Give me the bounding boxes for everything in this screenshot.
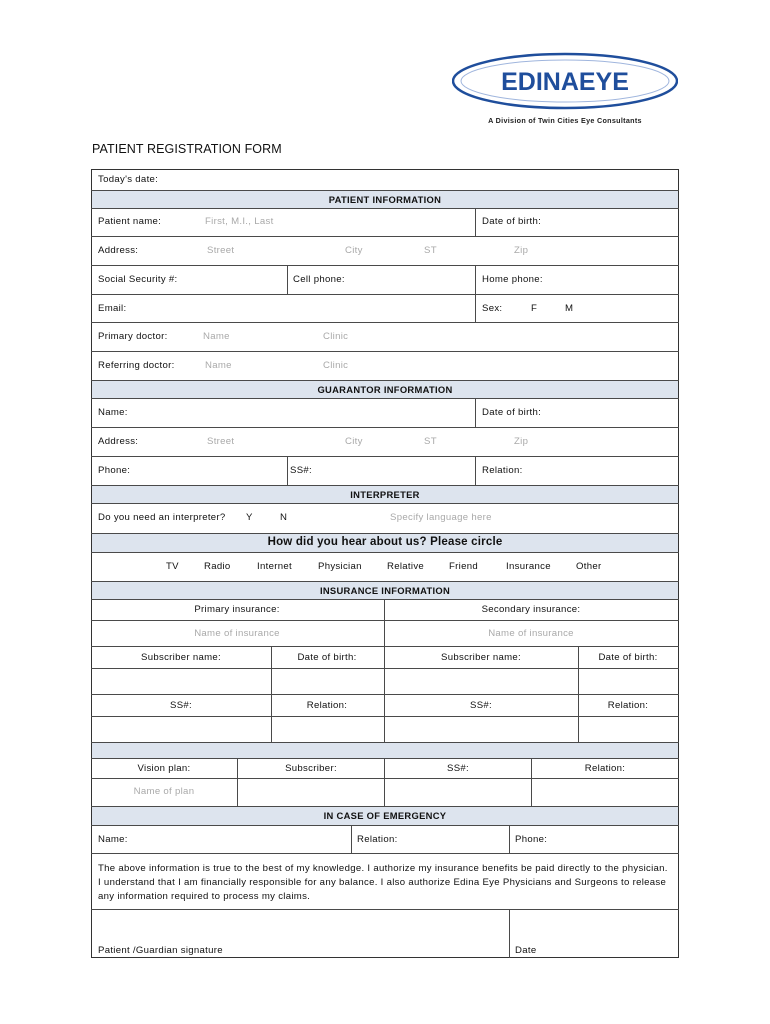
referral-option-radio[interactable]: Radio: [204, 561, 231, 572]
guarantor-state-field[interactable]: ST: [424, 436, 437, 447]
referral-option-friend[interactable]: Friend: [449, 561, 478, 572]
primary-doctor-name-field[interactable]: Name: [203, 331, 230, 342]
interpreter-question: Do you need an interpreter?: [98, 512, 226, 523]
patient-state-field[interactable]: ST: [424, 245, 437, 256]
cell-phone-label: Cell phone:: [293, 274, 345, 285]
ssn-label: Social Security #:: [98, 274, 178, 285]
logo-brand-text: EDINAEYE: [501, 68, 629, 96]
secondary-insurance-name-field[interactable]: Name of insurance: [488, 628, 574, 639]
vision-subscriber-label: Subscriber:: [285, 763, 337, 774]
vision-ss-label: SS#:: [447, 763, 469, 774]
primary-subscriber-name-label: Subscriber name:: [141, 652, 221, 663]
secondary-subscriber-dob-label: Date of birth:: [598, 652, 658, 663]
vision-plan-name-field[interactable]: Name of plan: [133, 786, 195, 797]
sex-option-f[interactable]: F: [531, 303, 538, 314]
signature-label: Patient /Guardian signature: [98, 945, 223, 956]
patient-city-field[interactable]: City: [345, 245, 363, 256]
referral-option-internet[interactable]: Internet: [257, 561, 292, 572]
vision-relation-label: Relation:: [584, 763, 626, 774]
interpreter-language-field[interactable]: Specify language here: [390, 512, 492, 523]
secondary-insurance-label: Secondary insurance:: [481, 604, 581, 615]
signature-date-label: Date: [515, 945, 537, 956]
guarantor-name-label: Name:: [98, 407, 128, 418]
emergency-phone-label: Phone:: [515, 834, 548, 845]
secondary-subscriber-relation-label: Relation:: [607, 700, 649, 711]
primary-subscriber-dob-label: Date of birth:: [297, 652, 357, 663]
referral-header: How did you hear about us? Please circle: [267, 536, 503, 548]
home-phone-label: Home phone:: [482, 274, 543, 285]
primary-doctor-label: Primary doctor:: [98, 331, 168, 342]
sex-label: Sex:: [482, 303, 503, 314]
guarantor-ss-label: SS#:: [290, 465, 312, 476]
referral-option-insurance[interactable]: Insurance: [506, 561, 551, 572]
secondary-subscriber-name-label: Subscriber name:: [441, 652, 521, 663]
guarantor-header: GUARANTOR INFORMATION: [317, 384, 453, 395]
guarantor-phone-label: Phone:: [98, 465, 131, 476]
patient-name-field[interactable]: First, M.I., Last: [205, 216, 274, 227]
authorization-statement: The above information is true to the best of my knowledge. I authorize my insurance benefits be paid directly to the physician. I understand that I am financially responsible for any balance. I also authorize Edina Eye Physicians and Surgeons to release any information required to process my claims.: [98, 863, 668, 902]
interpreter-no-option[interactable]: N: [280, 512, 288, 523]
form-title: PATIENT REGISTRATION FORM: [92, 142, 282, 156]
primary-insurance-label: Primary insurance:: [194, 604, 280, 615]
emergency-relation-label: Relation:: [357, 834, 398, 845]
guarantor-address-label: Address:: [98, 436, 139, 447]
patient-info-header: PATIENT INFORMATION: [328, 194, 442, 205]
guarantor-relation-label: Relation:: [482, 465, 523, 476]
logo-tagline-text: A Division of Twin Cities Eye Consultants: [488, 116, 642, 125]
guarantor-dob-label: Date of birth:: [482, 407, 542, 418]
interpreter-yes-option[interactable]: Y: [246, 512, 253, 523]
primary-subscriber-ss-label: SS#:: [170, 700, 192, 711]
referral-option-relative[interactable]: Relative: [387, 561, 425, 572]
patient-name-label: Patient name:: [98, 216, 162, 227]
vision-plan-label: Vision plan:: [137, 763, 191, 774]
referring-doctor-name-field[interactable]: Name: [205, 360, 232, 371]
edina-eye-logo: [452, 52, 678, 128]
referring-doctor-clinic-field[interactable]: Clinic: [323, 360, 349, 371]
guarantor-city-field[interactable]: City: [345, 436, 363, 447]
patient-zip-field[interactable]: Zip: [514, 245, 529, 256]
secondary-subscriber-ss-label: SS#:: [470, 700, 492, 711]
primary-doctor-clinic-field[interactable]: Clinic: [323, 331, 349, 342]
patient-address-label: Address:: [98, 245, 139, 256]
emergency-name-label: Name:: [98, 834, 128, 845]
primary-insurance-name-field[interactable]: Name of insurance: [194, 628, 280, 639]
referral-option-physician[interactable]: Physician: [318, 561, 362, 572]
insurance-header: INSURANCE INFORMATION: [319, 585, 451, 596]
patient-dob-label: Date of birth:: [482, 216, 542, 227]
patient-street-field[interactable]: Street: [207, 245, 235, 256]
todays-date-label: Today's date:: [98, 174, 159, 185]
referral-option-tv[interactable]: TV: [166, 561, 179, 572]
email-label: Email:: [98, 303, 127, 314]
referral-option-other[interactable]: Other: [576, 561, 602, 572]
sex-option-m[interactable]: M: [565, 303, 574, 314]
guarantor-zip-field[interactable]: Zip: [514, 436, 529, 447]
guarantor-street-field[interactable]: Street: [207, 436, 235, 447]
interpreter-header: INTERPRETER: [350, 489, 420, 500]
emergency-header: IN CASE OF EMERGENCY: [323, 810, 447, 821]
referring-doctor-label: Referring doctor:: [98, 360, 175, 371]
primary-subscriber-relation-label: Relation:: [306, 700, 348, 711]
